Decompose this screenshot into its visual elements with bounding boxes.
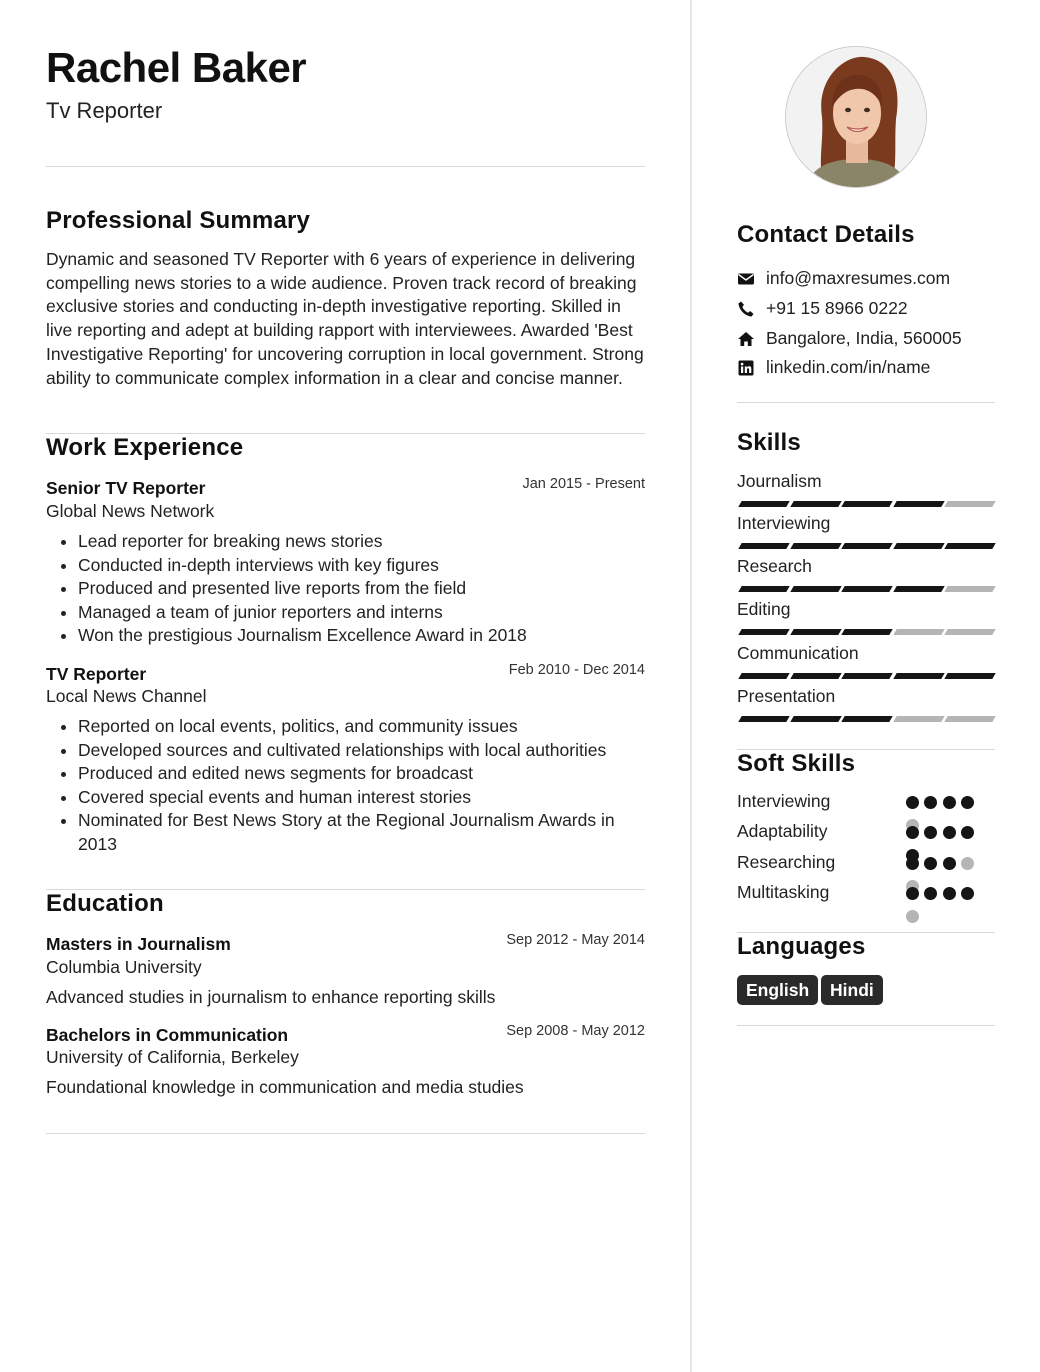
soft-skill-dot bbox=[961, 857, 974, 870]
skill-level-segment bbox=[841, 673, 892, 679]
skill-level-bar bbox=[737, 629, 993, 635]
skill-level-segment bbox=[790, 716, 841, 722]
soft-skill-dot bbox=[943, 826, 956, 839]
soft-skill-dot bbox=[906, 826, 919, 839]
skill-level-segment bbox=[738, 586, 789, 592]
experience-heading: Work Experience bbox=[46, 434, 244, 461]
skill-label: Journalism bbox=[737, 471, 822, 491]
languages-divider bbox=[737, 1025, 995, 1026]
contact-address bbox=[737, 328, 962, 349]
job-bullet: • Conducted in-depth interviews with key figures bbox=[78, 554, 645, 578]
soft-skill-label: Interviewing bbox=[737, 791, 831, 811]
education-description: Foundational knowledge in communication and media studies bbox=[46, 1077, 524, 1097]
job-organization: Global News Network bbox=[46, 501, 215, 521]
skill-level-segment bbox=[790, 629, 841, 635]
skill-level-segment bbox=[944, 543, 995, 549]
skill-level-segment bbox=[944, 586, 995, 592]
education-date: Sep 2012 - May 2014 bbox=[506, 932, 645, 948]
column-divider bbox=[690, 0, 692, 1372]
contact-linkedin-text: linkedin.com/in/name bbox=[766, 357, 931, 377]
job-bullet: • Lead reporter for breaking news stories bbox=[78, 530, 645, 554]
soft-skill-dot bbox=[906, 857, 919, 870]
job-title: TV Reporter bbox=[46, 664, 147, 684]
soft-skill-dot bbox=[943, 796, 956, 809]
contact-phone[interactable] bbox=[737, 298, 908, 319]
soft-skill-dot bbox=[924, 826, 937, 839]
soft-skills-heading: Soft Skills bbox=[737, 750, 856, 777]
soft-skill-label: Adaptability bbox=[737, 821, 828, 841]
skill-level-segment bbox=[893, 501, 944, 507]
job-date: Feb 2010 - Dec 2014 bbox=[508, 662, 645, 678]
soft-skill-dot bbox=[961, 887, 974, 900]
skill-label: Communication bbox=[737, 643, 859, 663]
skill-level-segment bbox=[944, 629, 995, 635]
education-heading: Education bbox=[46, 890, 164, 917]
skill-level-segment bbox=[738, 673, 789, 679]
job-organization: Local News Channel bbox=[46, 686, 207, 706]
skill-level-bar bbox=[737, 543, 993, 549]
soft-skill-label: Researching bbox=[737, 852, 836, 872]
skill-level-segment bbox=[738, 716, 789, 722]
language-badge: English bbox=[737, 975, 818, 1005]
skill-level-segment bbox=[893, 543, 944, 549]
skill-label: Interviewing bbox=[737, 513, 831, 533]
job-bullet: • Produced and presented live reports from the field bbox=[78, 577, 645, 601]
summary-text: Dynamic and seasoned TV Reporter with 6 years of experience in delivering compelling news stories to a wide audience. Proven track record of breaking exclusive stories and conducting in-depth investigative reporting. Skilled in live reporting and adept at building rapport with interviewees. Awarded 'Best Investigative Reporting' for uncovering corruption in local government. Strong ability to communicate complex information in a clear and concise manner. bbox=[46, 249, 644, 388]
education-date: Sep 2008 - May 2012 bbox=[506, 1023, 645, 1039]
languages-heading: Languages bbox=[737, 933, 866, 960]
skill-level-bar bbox=[737, 586, 993, 592]
skill-level-segment bbox=[841, 501, 892, 507]
degree-title: Bachelors in Communication bbox=[46, 1025, 289, 1045]
home-icon bbox=[737, 330, 755, 348]
skill-level-bar bbox=[737, 716, 993, 722]
contact-linkedin[interactable] bbox=[737, 357, 930, 378]
skill-level-segment bbox=[841, 586, 892, 592]
soft-skill-dot bbox=[906, 910, 919, 923]
job-bullets bbox=[46, 715, 645, 857]
job-bullet: • Managed a team of junior reporters and interns bbox=[78, 601, 645, 625]
skill-level-segment bbox=[893, 629, 944, 635]
skill-level-segment bbox=[893, 673, 944, 679]
skill-level-segment bbox=[738, 501, 789, 507]
skill-label: Presentation bbox=[737, 686, 836, 706]
skill-level-segment bbox=[841, 543, 892, 549]
skill-level-segment bbox=[944, 716, 995, 722]
job-bullet: • Reported on local events, politics, and community issues bbox=[78, 715, 645, 739]
job-date: Jan 2015 - Present bbox=[522, 476, 645, 492]
education-divider bbox=[46, 1133, 645, 1134]
profile-photo-illustration bbox=[786, 47, 927, 188]
contact-email[interactable] bbox=[737, 268, 950, 289]
contact-divider bbox=[737, 402, 995, 403]
skill-level-segment bbox=[790, 501, 841, 507]
school-name: University of California, Berkeley bbox=[46, 1047, 299, 1067]
language-badge: Hindi bbox=[821, 975, 883, 1005]
contact-email-text: info@maxresumes.com bbox=[766, 268, 951, 288]
job-title: Senior TV Reporter bbox=[46, 478, 206, 498]
skill-level-bar bbox=[737, 501, 993, 507]
job-bullet: • Covered special events and human interest stories bbox=[78, 786, 645, 810]
job-bullets bbox=[46, 530, 645, 648]
job-bullet: • Nominated for Best News Story at the Regional Journalism Awards in 2013 bbox=[78, 809, 645, 856]
school-name: Columbia University bbox=[46, 957, 202, 977]
soft-skill-dot bbox=[906, 887, 919, 900]
job-bullet: • Developed sources and cultivated relationships with local authorities bbox=[78, 739, 645, 763]
skill-level-segment bbox=[841, 716, 892, 722]
skill-level-segment bbox=[944, 673, 995, 679]
skill-level-segment bbox=[893, 716, 944, 722]
skill-level-segment bbox=[790, 673, 841, 679]
skill-level-segment bbox=[790, 543, 841, 549]
job-bullet: • Produced and edited news segments for broadcast bbox=[78, 762, 645, 786]
skill-label: Editing bbox=[737, 599, 791, 619]
soft-skill-dot bbox=[961, 796, 974, 809]
job-bullet: • Won the prestigious Journalism Excellence Award in 2018 bbox=[78, 624, 645, 648]
summary-heading: Professional Summary bbox=[46, 207, 311, 234]
skill-label: Research bbox=[737, 556, 812, 576]
degree-title: Masters in Journalism bbox=[46, 934, 231, 954]
contact-address-text: Bangalore, India, 560005 bbox=[766, 328, 962, 348]
linkedin-icon bbox=[737, 359, 755, 377]
skill-level-segment bbox=[738, 629, 789, 635]
skill-level-segment bbox=[790, 586, 841, 592]
skill-level-segment bbox=[944, 501, 995, 507]
soft-skill-dot bbox=[924, 887, 937, 900]
contact-heading: Contact Details bbox=[737, 221, 915, 248]
candidate-title: Tv Reporter bbox=[46, 98, 163, 123]
phone-icon bbox=[737, 300, 755, 318]
candidate-name: Rachel Baker bbox=[46, 44, 307, 91]
skills-heading: Skills bbox=[737, 429, 801, 456]
soft-skill-dot bbox=[943, 887, 956, 900]
soft-skill-dot bbox=[943, 857, 956, 870]
skill-level-bar bbox=[737, 673, 993, 679]
skill-level-segment bbox=[738, 543, 789, 549]
soft-skill-label: Multitasking bbox=[737, 882, 830, 902]
skill-level-segment bbox=[893, 586, 944, 592]
education-description: Advanced studies in journalism to enhance reporting skills bbox=[46, 987, 496, 1007]
soft-skill-dot bbox=[924, 857, 937, 870]
envelope-icon bbox=[737, 270, 755, 288]
soft-skill-dot bbox=[961, 826, 974, 839]
skill-level-segment bbox=[841, 629, 892, 635]
soft-skill-dot bbox=[906, 796, 919, 809]
header-divider bbox=[46, 166, 645, 167]
profile-photo bbox=[785, 46, 927, 188]
contact-phone-text: +91 15 8966 0222 bbox=[766, 298, 908, 318]
soft-skill-dot bbox=[924, 796, 937, 809]
